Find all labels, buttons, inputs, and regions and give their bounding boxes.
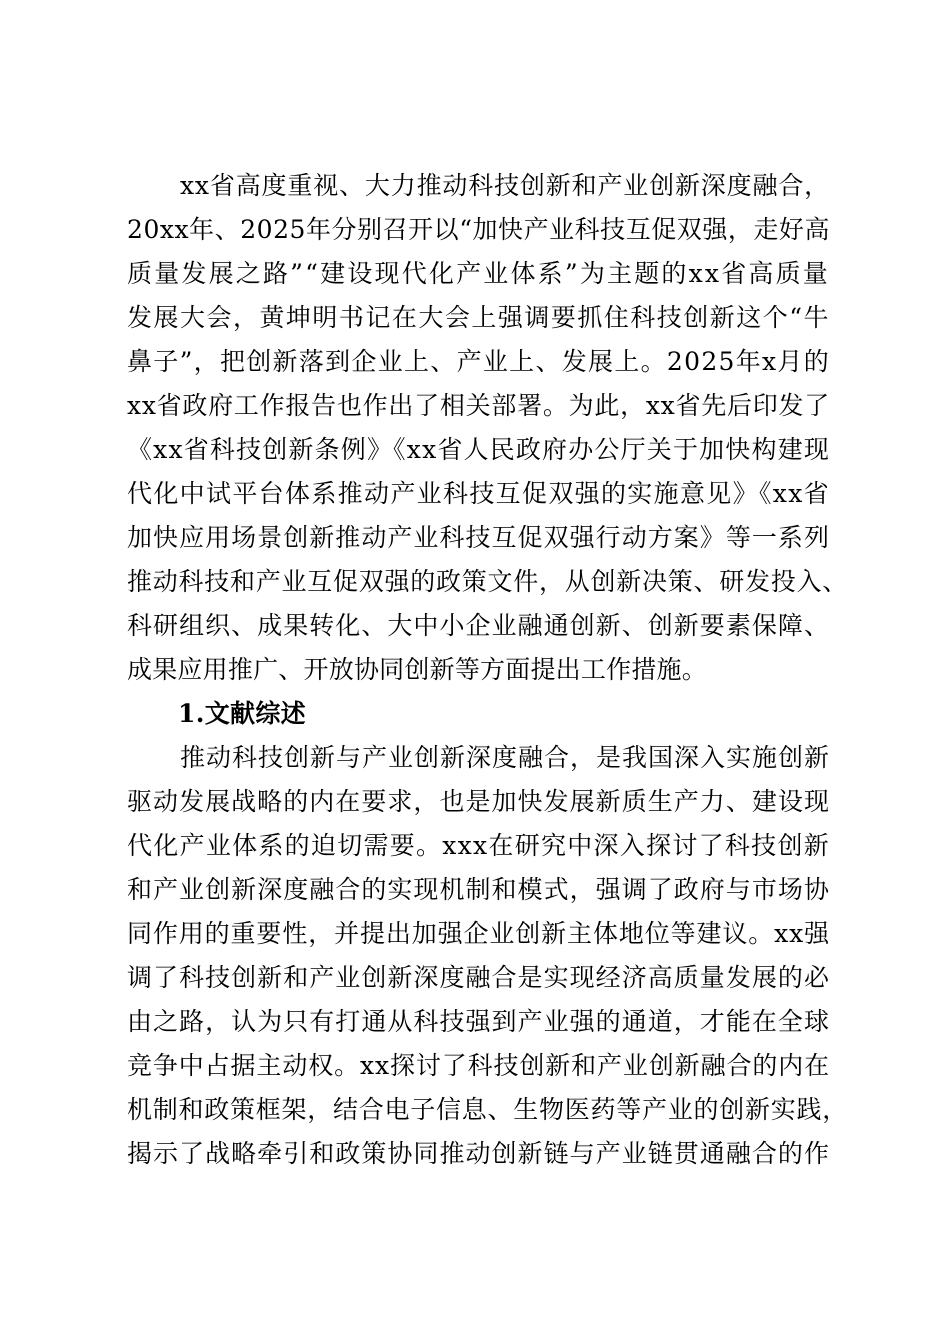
- paragraph-1-line: [0, 560, 950, 604]
- line-text: 机制和政策框架，结合电子信息、生物医药等产业的创新实践，: [127, 1095, 848, 1124]
- line-text: 推动科技创新与产业创新深度融合，是我国深入实施创新: [180, 743, 830, 772]
- line-text: 发展大会，黄坤明书记在大会上强调要抓住科技创新这个“牛: [127, 303, 830, 332]
- paragraph-2-line: [0, 1044, 950, 1088]
- paragraph-2-line: [0, 956, 950, 1000]
- line-text: 鼻子”，把创新落到企业上、产业上、发展上。2025年x月的: [127, 347, 830, 376]
- paragraph-1-line: [0, 164, 950, 208]
- line-text: 调了科技创新和产业创新深度融合是实现经济高质量发展的必: [127, 963, 830, 992]
- paragraph-1-line: [0, 340, 950, 384]
- paragraph-1-line: [0, 252, 950, 296]
- line-text: 和产业创新深度融合的实现机制和模式，强调了政府与市场协: [127, 875, 830, 904]
- paragraph-2-line: [0, 824, 950, 868]
- line-text: 成果应用推广、开放协同创新等方面提出工作措施。: [127, 655, 707, 684]
- line-text: 科研组织、成果转化、大中小企业融通创新、创新要素保障、: [127, 611, 830, 640]
- line-text: 《xx省科技创新条例》《xx省人民政府办公厅关于加快构建现: [127, 435, 830, 464]
- paragraph-2-line: [0, 1132, 950, 1176]
- section-heading: [0, 692, 950, 736]
- paragraph-1-line: [0, 428, 950, 472]
- paragraph-1-line: [0, 384, 950, 428]
- line-text: xx省政府工作报告也作出了相关部署。为此，xx省先后印发了: [127, 391, 830, 420]
- paragraph-2-line: [0, 1088, 950, 1132]
- paragraph-1-line: [0, 648, 950, 692]
- paragraph-1-line: [0, 516, 950, 560]
- paragraph-1-line: [0, 472, 950, 516]
- paragraph-1-line: [0, 208, 950, 252]
- paragraph-2-line: [0, 912, 950, 956]
- line-text: 加快应用场景创新推动产业科技互促双强行动方案》等一系列: [127, 523, 830, 552]
- line-text: 代化产业体系的迫切需要。xxx在研究中深入探讨了科技创新: [127, 831, 830, 860]
- line-text: 揭示了战略牵引和政策协同推动创新链与产业链贯通融合的作: [127, 1139, 830, 1168]
- line-text: 推动科技和产业互促双强的政策文件，从创新决策、研发投入、: [127, 567, 848, 596]
- paragraph-2-line: [0, 780, 950, 824]
- paragraph-1-line: [0, 296, 950, 340]
- line-text: 竞争中占据主动权。xx探讨了科技创新和产业创新融合的内在: [127, 1051, 830, 1080]
- line-text: 代化中试平台体系推动产业科技互促双强的实施意见》《xx省: [127, 479, 830, 508]
- line-text: 质量发展之路”“建设现代化产业体系”为主题的xx省高质量: [127, 259, 830, 288]
- line-text: xx省高度重视、大力推动科技创新和产业创新深度融合，: [180, 171, 830, 200]
- paragraph-2-line: [0, 736, 950, 780]
- line-text: 由之路，认为只有打通从科技强到产业强的通道，才能在全球: [127, 1007, 830, 1036]
- paragraph-2-line: [0, 868, 950, 912]
- line-text: 20xx年、2025年分别召开以“加快产业科技互促双强，走好高: [127, 215, 830, 244]
- paragraph-1-line: [0, 604, 950, 648]
- section-heading-text: 1.文献综述: [178, 699, 306, 728]
- paragraph-2-line: [0, 1000, 950, 1044]
- line-text: 驱动发展战略的内在要求，也是加快发展新质生产力、建设现: [127, 787, 830, 816]
- line-text: 同作用的重要性，并提出加强企业创新主体地位等建议。xx强: [127, 919, 830, 948]
